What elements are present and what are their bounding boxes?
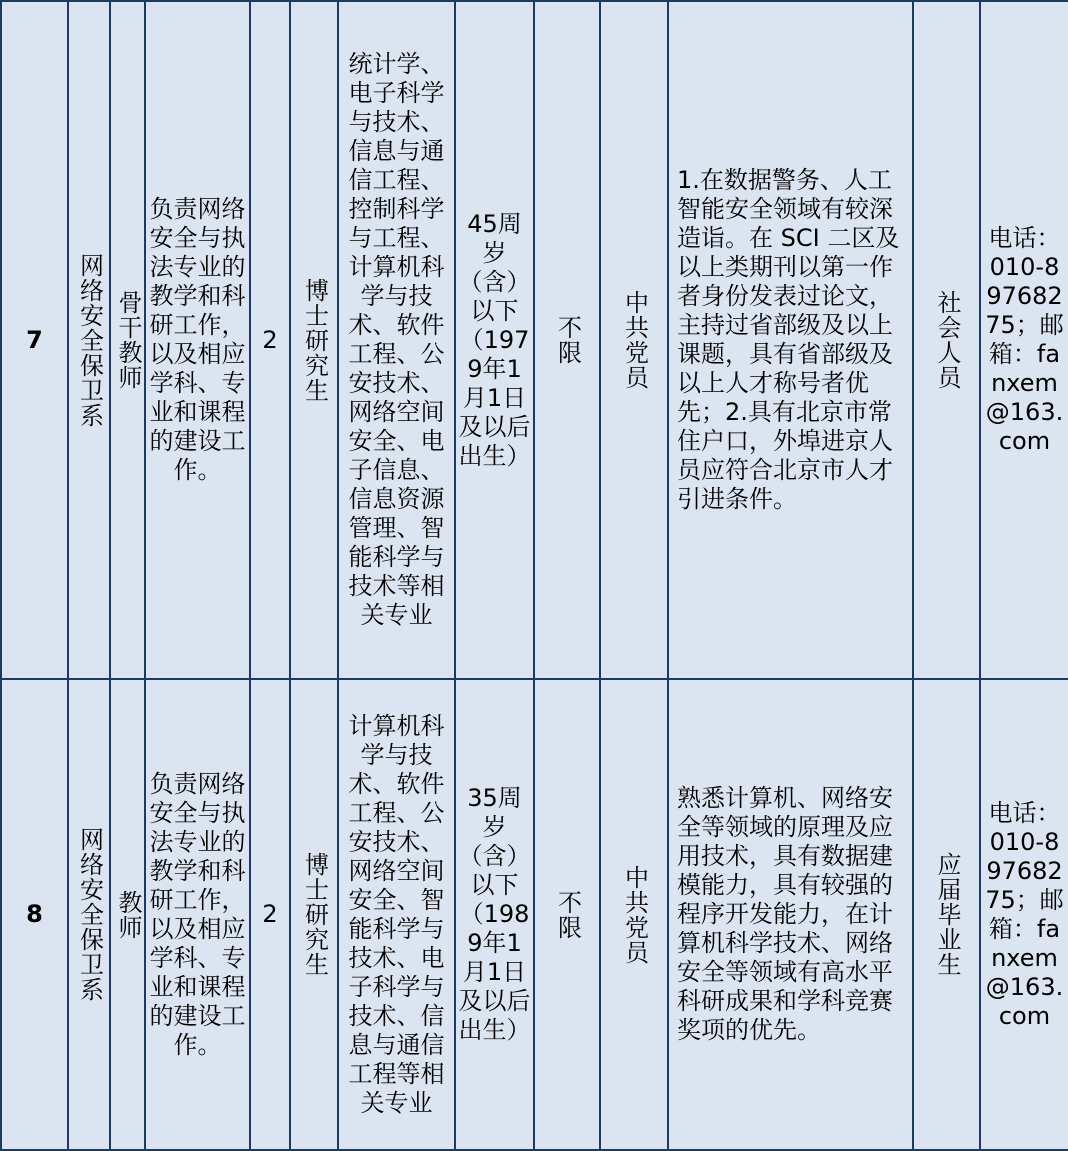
education-cell	[290, 1, 338, 679]
gender-text: 不限	[553, 315, 582, 365]
position-text: 骨干教师	[114, 290, 142, 390]
age-cell: 35周岁（含）以下（1989年1月1日及以后出生）	[455, 679, 534, 1150]
duties-cell: 负责网络安全与执法专业的教学和科研工作，以及相应学科、专业和课程的建设工作。	[145, 679, 250, 1150]
seq-cell: 7	[1, 1, 68, 679]
gender-text: 不限	[553, 889, 582, 940]
department-text: 网络安全保卫系	[75, 252, 104, 428]
count-cell: 2	[250, 679, 290, 1150]
position-cell	[110, 679, 145, 1150]
department-text: 网络安全保卫系	[75, 827, 104, 1002]
requirements-cell: 熟悉计算机、网络安全等领域的原理及应用技术，具有数据建模能力，具有较强的程序开发能力，在计算机科学技术、网络安全等领域有高水平科研成果和学科竞赛奖项的优先。	[668, 679, 913, 1150]
politics-cell	[600, 1, 668, 679]
contact-cell: 电话：010-89768275；邮箱：fanxem@163.com	[980, 1, 1068, 679]
source-cell	[913, 1, 980, 679]
major-cell: 计算机科学与技术、软件工程、公安技术、网络空间安全、智能科学与技术、电子科学与技术、信息与通信工程等相关专业	[338, 679, 455, 1150]
politics-text: 中共党员	[620, 290, 649, 390]
department-cell	[68, 1, 110, 679]
education-cell	[290, 679, 338, 1150]
position-text: 教师	[114, 889, 142, 940]
education-text: 博士研究生	[300, 277, 329, 403]
count-cell: 2	[250, 1, 290, 679]
source-text: 应届毕业生	[933, 852, 961, 977]
age-cell: 45周岁（含）以下（1979年1月1日及以后出生）	[455, 1, 534, 679]
education-text: 博士研究生	[300, 852, 329, 977]
duties-cell: 负责网络安全与执法专业的教学和科研工作，以及相应学科、专业和课程的建设工作。	[145, 1, 250, 679]
table-row	[1, 679, 1068, 1150]
position-cell	[110, 1, 145, 679]
source-text: 社会人员	[933, 290, 961, 390]
seq-cell: 8	[1, 679, 68, 1150]
politics-cell	[600, 679, 668, 1150]
gender-cell	[534, 679, 600, 1150]
gender-cell	[534, 1, 600, 679]
department-cell	[68, 679, 110, 1150]
source-cell	[913, 679, 980, 1150]
contact-cell: 电话：010-89768275；邮箱：fanxem@163.com	[980, 679, 1068, 1150]
requirements-cell: 1.在数据警务、人工智能安全领域有较深造诣。在 SCI 二区及以上类期刊以第一作者身份发表过论文，主持过省部级及以上课题，具有省部级及以上人才称号者优先；2.具有北京市常住户口，外埠进京人员应符合北京市人才引进条件。	[668, 1, 913, 679]
politics-text: 中共党员	[620, 864, 649, 965]
major-cell: 统计学、电子科学与技术、信息与通信工程、控制科学与工程、计算机科学与技术、软件工程、公安技术、网络空间安全、电子信息、信息资源管理、智能科学与技术等相关专业	[338, 1, 455, 679]
table-row	[1, 1, 1068, 679]
